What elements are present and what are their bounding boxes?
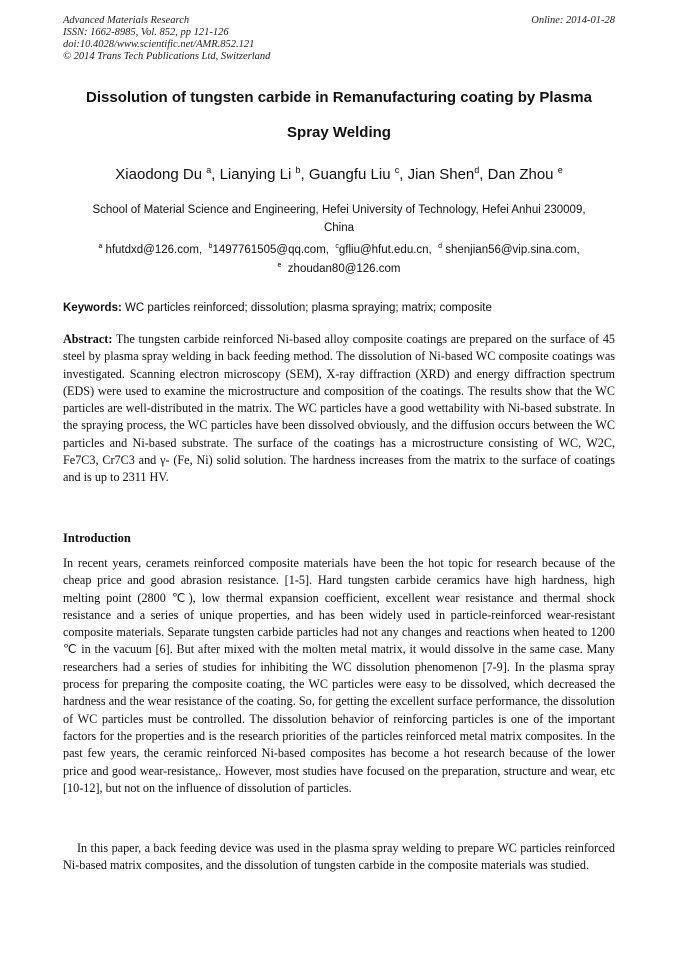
keywords-text: WC particles reinforced; dissolution; plasma spraying; matrix; composite: [125, 302, 492, 314]
author-name: Jian Shen: [407, 166, 475, 183]
journal-doi: doi:10.4028/www.scientific.net/AMR.852.121: [63, 39, 255, 50]
author-affil-mark: d: [474, 165, 480, 175]
email-list-continued: [30, 263, 648, 275]
abstract-label: Abstract:: [63, 332, 113, 346]
email-address: shenjian56@vip.sina.com,: [445, 244, 580, 256]
author-affil-mark: c: [394, 165, 400, 175]
journal-header: [63, 15, 615, 63]
paper-title-line-2: Spray Welding: [287, 124, 391, 141]
author-name: Lianying Li: [219, 166, 292, 183]
author-name: Guangfu Liu: [308, 166, 391, 183]
email-mark: b: [208, 243, 213, 250]
journal-copyright: © 2014 Trans Tech Publications Ltd, Switzerland: [63, 51, 271, 62]
author-affil-mark: b: [295, 165, 301, 175]
paper-title-line-1: Dissolution of tungsten carbide in Remanufacturing coating by Plasma: [86, 89, 592, 106]
abstract-text: The tungsten carbide reinforced Ni-based alloy composite coatings are prepared on the surface of 45 steel by plasma spray welding in back feeding method. The dissolution of Ni-based WC composite coatings was investigated. Scanning electron microscopy (SEM), X-ray diffraction (XRD) and energy diffraction spectrum (EDS) were used to examine the microstructure and composition of the coatings. The results show that the WC particles are well-distributed in the matrix. The WC particles have a good wettability with Ni-based substrate. In the spraying process, the WC particles have been dissolved obviously, and the diffusion occurs between the WC particles and Ni-based substrate. The surface of the coatings has a microstructure consisting of WC, W2C, Fe7C3, Cr7C3 and γ- (Fe, Ni) solid solution. The hardness increases from the matrix to the surface of coatings and is up to 2311 HV.: [63, 332, 616, 485]
email-mark: c: [335, 243, 339, 250]
online-date: Online: 2014-01-28: [531, 15, 615, 26]
email-address: 1497761505@qq.com,: [212, 244, 329, 256]
section-heading-introduction: Introduction: [63, 531, 131, 545]
email-list: [30, 244, 648, 256]
affiliation-line-2: China: [323, 222, 355, 234]
author-affil-mark: a: [206, 165, 212, 175]
affiliation-line-1: School of Material Science and Engineering, Hefei University of Technology, Hefei Anhui 230009,: [92, 204, 586, 216]
email-address: zhoudan80@126.com: [287, 263, 401, 275]
keywords-label: Keywords:: [63, 302, 122, 314]
email-address: gfliu@hfut.edu.cn,: [338, 244, 432, 256]
author-affil-mark: e: [557, 165, 563, 175]
journal-issn: ISSN: 1662-8985, Vol. 852, pp 121-126: [63, 27, 229, 38]
journal-name: Advanced Materials Research: [63, 15, 190, 26]
email-mark: e: [277, 262, 282, 269]
author-name: Dan Zhou: [487, 166, 554, 183]
email-address: hfutdxd@126.com,: [105, 244, 203, 256]
introduction-paragraph-1: In recent years, ceramets reinforced composite materials have been the hot topic for research because of the cheap price and good abrasion resistance. [1-5]. Hard tungsten carbide ceramics have high hardness, high melting point (2800 ℃), low thermal expansion coefficient, excellent wear resistance and thermal shock resistance and a series of unique properties, and has been widely used in particle-reinforced wear-resistant composite materials. Separate tungsten carbide particles had not any changes and reactions when heated to 1200 ℃ in the vacuum [6]. But after mixed with the molten metal matrix, it would dissolve in the same case. Many researchers had a series of studies for inhibiting the WC dissolution phenomenon [7-9]. In the plasma spray process for preparing the composite coating, the WC particles were easy to be dissolved, which decreased the hardness and the wear resistance of the coating. So, for getting the excellent surface performance, the dissolution of WC particles must be controlled. The dissolution behavior of reinforcing particles is one of the important factors for the properties and is the research priorities of the particles reinforced metal matrix composites. In the past few years, the ceramic reinforced Ni-based composites has become a hot research because of the lower price and good wear-resistance,. However, most studies have focused on the preparation, structure and wear, etc [10-12], but not on the influence of dissolution of particles.: [63, 556, 615, 795]
abstract: [63, 331, 615, 487]
email-mark: a: [98, 243, 103, 250]
introduction-paragraph-2: In this paper, a back feeding device was used in the plasma spray welding to prepare WC particles reinforced Ni-based matrix composites, and the dissolution of tungsten carbide in the composite materials was studied.: [63, 841, 615, 873]
keywords: [63, 302, 615, 314]
author-name: Xiaodong Du: [115, 166, 203, 183]
author-list: Xiaodong Du $^a$, Lianying Li $^b$, Guangfu Liu $^c$, Jian Shen$^d$, Dan Zhou $^e$: [115, 165, 563, 183]
email-mark: d: [438, 243, 443, 250]
